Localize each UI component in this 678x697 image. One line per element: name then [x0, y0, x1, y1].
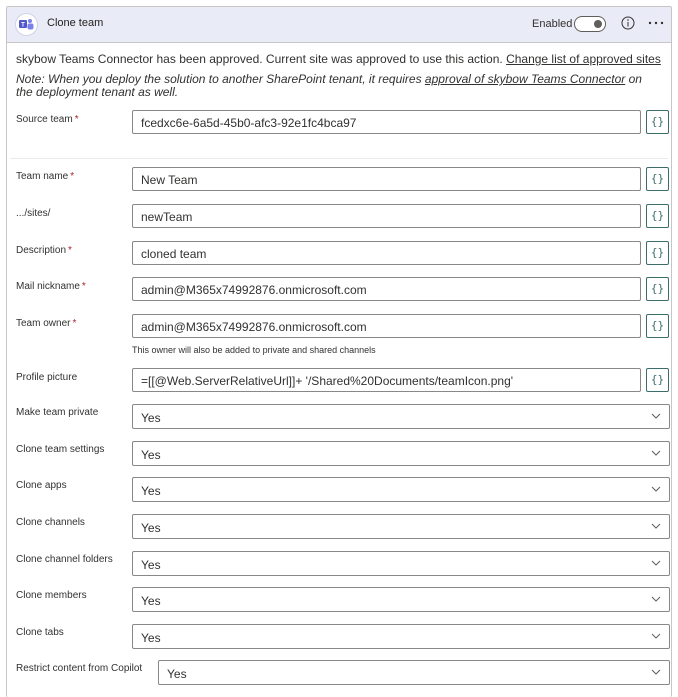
team-owner-label: Team owner *: [16, 318, 77, 329]
chevron-down-icon: [651, 560, 661, 567]
approval-link[interactable]: approval of skybow Teams Connector: [424, 72, 626, 86]
profile-picture-input[interactable]: =[[@Web.ServerRelativeUrl]]+ '/Shared%20Documents/teamIcon.png': [132, 368, 641, 392]
select-value: Yes: [141, 448, 161, 462]
chevron-down-icon: [651, 486, 661, 493]
svg-text:T: T: [21, 22, 25, 29]
more-options-icon[interactable]: [647, 14, 665, 32]
team-owner-hint: This owner will also be added to private and shared channels: [132, 345, 376, 355]
dynamic-value-button[interactable]: {}: [646, 368, 669, 392]
profile-picture-label: Profile picture: [16, 372, 78, 383]
note-text-end: on the deployment tenant as well.: [16, 72, 642, 99]
action-header: [7, 7, 671, 43]
description-label: Description *: [16, 245, 72, 256]
teams-icon: [15, 13, 38, 36]
clone-team-settings-select[interactable]: [132, 441, 670, 466]
dynamic-value-button[interactable]: {}: [646, 167, 669, 191]
sites-input[interactable]: newTeam: [132, 204, 641, 228]
select-value: Yes: [141, 594, 161, 608]
source-team-input[interactable]: fcedxc6e-6a5d-45b0-afc3-92e1fc4bca97: [132, 110, 641, 134]
dynamic-value-button[interactable]: {}: [646, 204, 669, 228]
clone-members-select[interactable]: [132, 587, 670, 612]
deployment-note: [16, 73, 656, 99]
team-name-label: Team name *: [16, 171, 75, 182]
make-team-private-select[interactable]: [132, 404, 670, 429]
clone-members-label: Clone members: [16, 590, 87, 601]
select-value: Yes: [141, 484, 161, 498]
chevron-down-icon: [651, 413, 661, 420]
action-title: Clone team: [47, 17, 104, 29]
chevron-down-icon: [651, 523, 661, 530]
chevron-down-icon: [651, 450, 661, 457]
clone-team-action-card: [6, 6, 672, 697]
clone-apps-select[interactable]: [132, 477, 670, 502]
change-approved-sites-link[interactable]: Change list of approved sites: [506, 52, 661, 66]
clone-apps-label: Clone apps: [16, 480, 67, 491]
chevron-down-icon: [651, 669, 661, 676]
team-owner-input[interactable]: admin@M365x74992876.onmicrosoft.com: [132, 314, 641, 338]
team-name-input[interactable]: New Team: [132, 167, 641, 191]
chevron-down-icon: [651, 633, 661, 640]
select-value: Yes: [167, 667, 187, 681]
enabled-toggle[interactable]: [574, 16, 606, 32]
restrict-copilot-label: Restrict content from Copilot: [16, 663, 143, 674]
clone-team-settings-label: Clone team settings: [16, 444, 105, 455]
mail-nickname-label: Mail nickname *: [16, 281, 86, 292]
dynamic-value-button[interactable]: {}: [646, 277, 669, 301]
select-value: Yes: [141, 411, 161, 425]
divider: [10, 158, 668, 159]
dynamic-value-button[interactable]: {}: [646, 110, 669, 134]
restrict-copilot-select[interactable]: [158, 660, 670, 685]
select-value: Yes: [141, 558, 161, 572]
source-team-label: Source team *: [16, 114, 79, 125]
clone-tabs-label: Clone tabs: [16, 627, 64, 638]
description-input[interactable]: cloned team: [132, 241, 641, 265]
approval-notice: [16, 52, 666, 66]
approval-notice-text: skybow Teams Connector has been approved. Current site was approved to use this action.: [16, 52, 507, 66]
info-icon[interactable]: [620, 15, 636, 31]
sites-label: .../sites/: [16, 208, 51, 219]
note-text: Note: When you deploy the solution to another SharePoint tenant, it requires: [16, 72, 425, 86]
dynamic-value-button[interactable]: {}: [646, 241, 669, 265]
clone-channel-folders-label: Clone channel folders: [16, 554, 113, 565]
select-value: Yes: [141, 631, 161, 645]
dynamic-value-button[interactable]: {}: [646, 314, 669, 338]
enabled-label: Enabled: [532, 18, 573, 30]
select-value: Yes: [141, 521, 161, 535]
clone-channel-folders-select[interactable]: [132, 551, 670, 576]
chevron-down-icon: [651, 596, 661, 603]
clone-channels-select[interactable]: [132, 514, 670, 539]
mail-nickname-input[interactable]: admin@M365x74992876.onmicrosoft.com: [132, 277, 641, 301]
clone-tabs-select[interactable]: [132, 624, 670, 649]
clone-channels-label: Clone channels: [16, 517, 85, 528]
make-team-private-label: Make team private: [16, 407, 99, 418]
